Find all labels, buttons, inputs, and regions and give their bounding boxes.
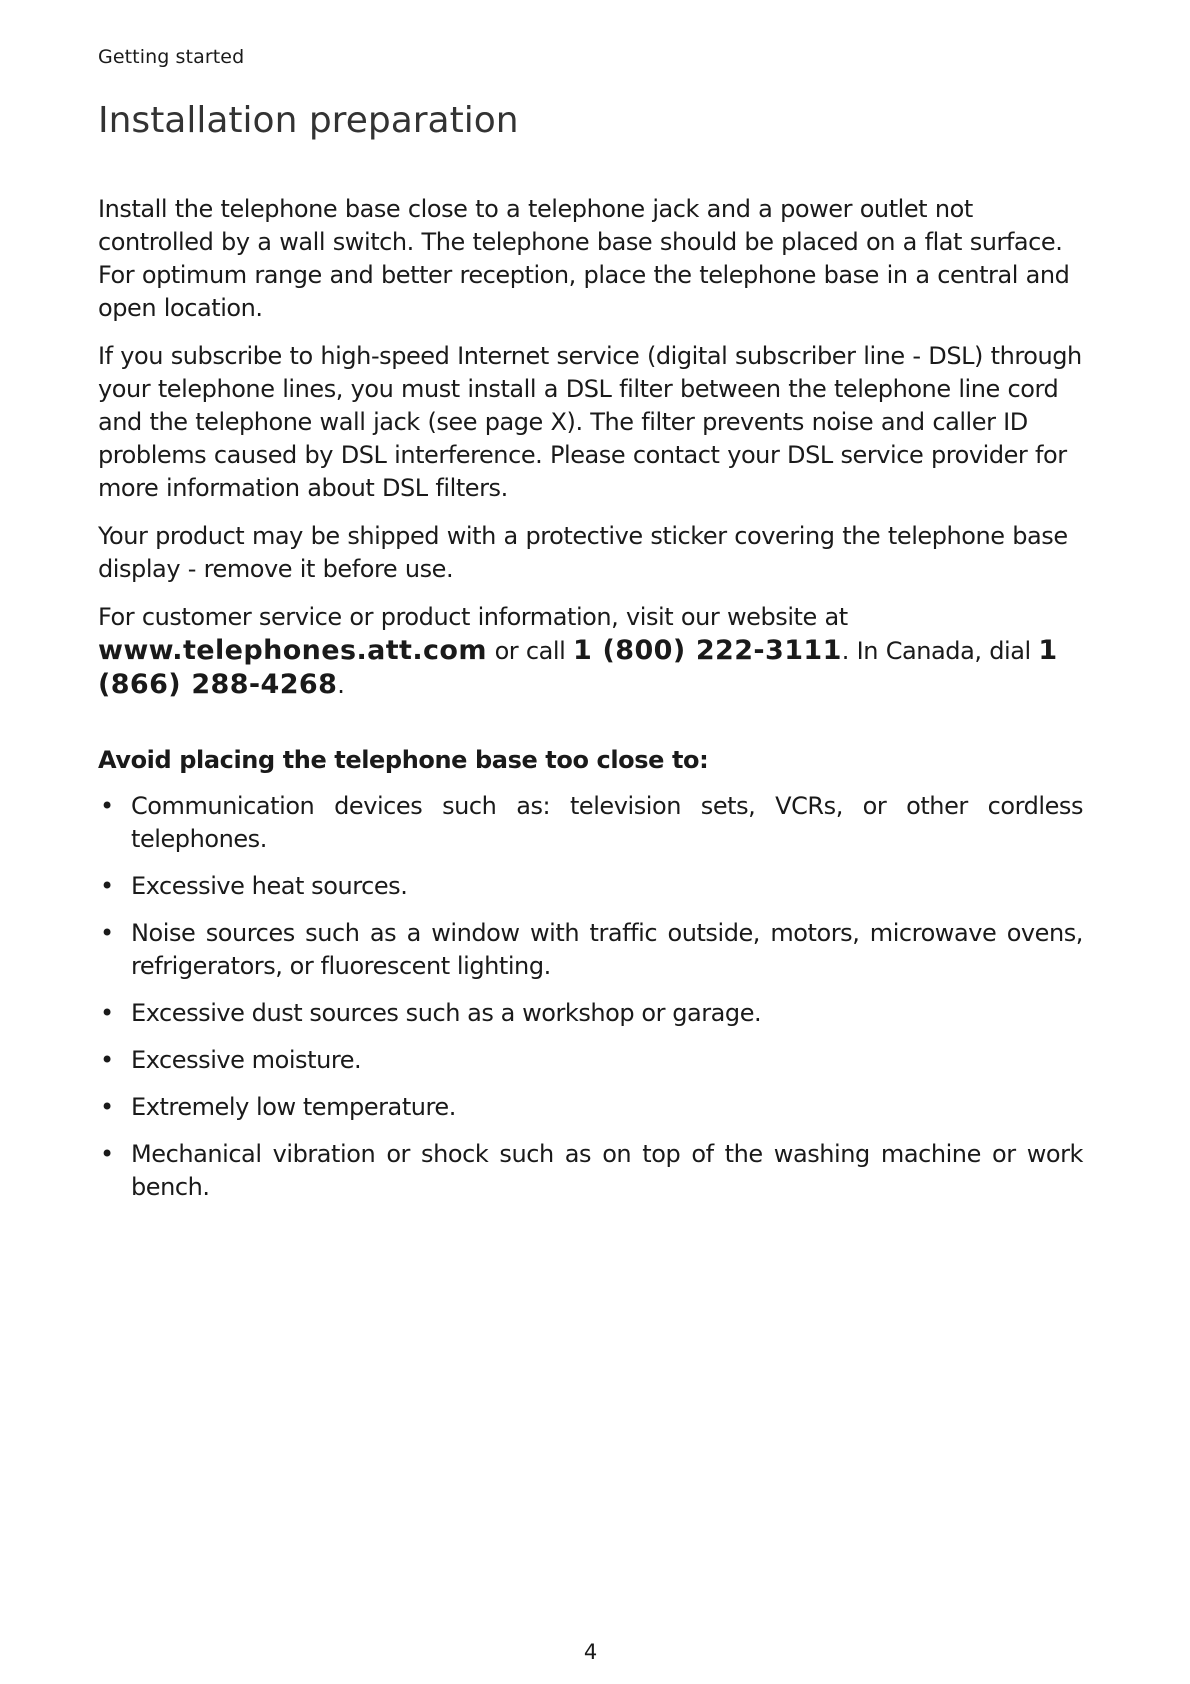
page-title: Installation preparation <box>98 100 519 141</box>
avoid-list <box>98 790 1083 1204</box>
contact-canada-text: . In Canada, dial <box>841 637 1039 665</box>
list-item-text: Mechanical vibration or shock such as on top of the washing machine or work bench. <box>131 1140 1083 1201</box>
list-item <box>98 1091 1083 1124</box>
page-number: 4 <box>583 1640 598 1664</box>
list-item <box>98 917 1083 983</box>
bullet-icon: • <box>100 1140 114 1168</box>
list-item-text: Noise sources such as a window with traffic outside, motors, microwave ovens, refrigerators, or fluorescent lighting. <box>131 919 1083 980</box>
list-item <box>98 790 1083 856</box>
avoid-heading: Avoid placing the telephone base too close to: <box>98 746 709 774</box>
dsl-paragraph: If you subscribe to high-speed Internet service (digital subscriber line - DSL) through your telephone lines, you must install a DSL filter between the telephone line cord and the telephone wall jack (see page X). The filter prevents noise and caller ID problems caused by DSL interference. Please contact your DSL service provider for more information about DSL filters. <box>98 342 1082 502</box>
contact-end: . <box>337 671 345 699</box>
bullet-icon: • <box>100 1046 114 1074</box>
list-item <box>98 1044 1083 1077</box>
us-phone-number: 1 (800) 222-3111 <box>573 635 842 666</box>
bullet-icon: • <box>100 872 114 900</box>
bullet-icon: • <box>100 919 114 947</box>
main-content <box>98 193 1083 1218</box>
list-item-text: Extremely low temperature. <box>131 1093 456 1121</box>
contact-or-call: or call <box>486 637 574 665</box>
bullet-icon: • <box>100 999 114 1027</box>
customer-service-paragraph <box>98 601 1083 702</box>
placement-paragraph: Install the telephone base close to a telephone jack and a power outlet not controlled by a wall switch. The telephone base should be placed on a flat surface. For optimum range and better reception, place the telephone base in a central and open location. <box>98 195 1070 322</box>
list-item <box>98 1138 1083 1204</box>
website-link: www.telephones.att.com <box>98 635 487 666</box>
canada-phone-number: 1 (866) 288-4268 <box>98 635 1058 700</box>
document-page <box>98 0 1083 1684</box>
list-item-text: Excessive moisture. <box>131 1046 362 1074</box>
bullet-icon: • <box>100 1093 114 1121</box>
list-item-text: Excessive dust sources such as a workshop or garage. <box>131 999 762 1027</box>
list-item-text: Excessive heat sources. <box>131 872 408 900</box>
contact-intro: For customer service or product information, visit our website at <box>98 603 848 631</box>
section-label: Getting started <box>98 46 245 68</box>
list-item <box>98 870 1083 903</box>
sticker-paragraph: Your product may be shipped with a protective sticker covering the telephone base display - remove it before use. <box>98 522 1068 583</box>
list-item-text: Communication devices such as: television sets, VCRs, or other cordless telephones. <box>131 792 1083 853</box>
bullet-icon: • <box>100 792 114 820</box>
list-item <box>98 997 1083 1030</box>
